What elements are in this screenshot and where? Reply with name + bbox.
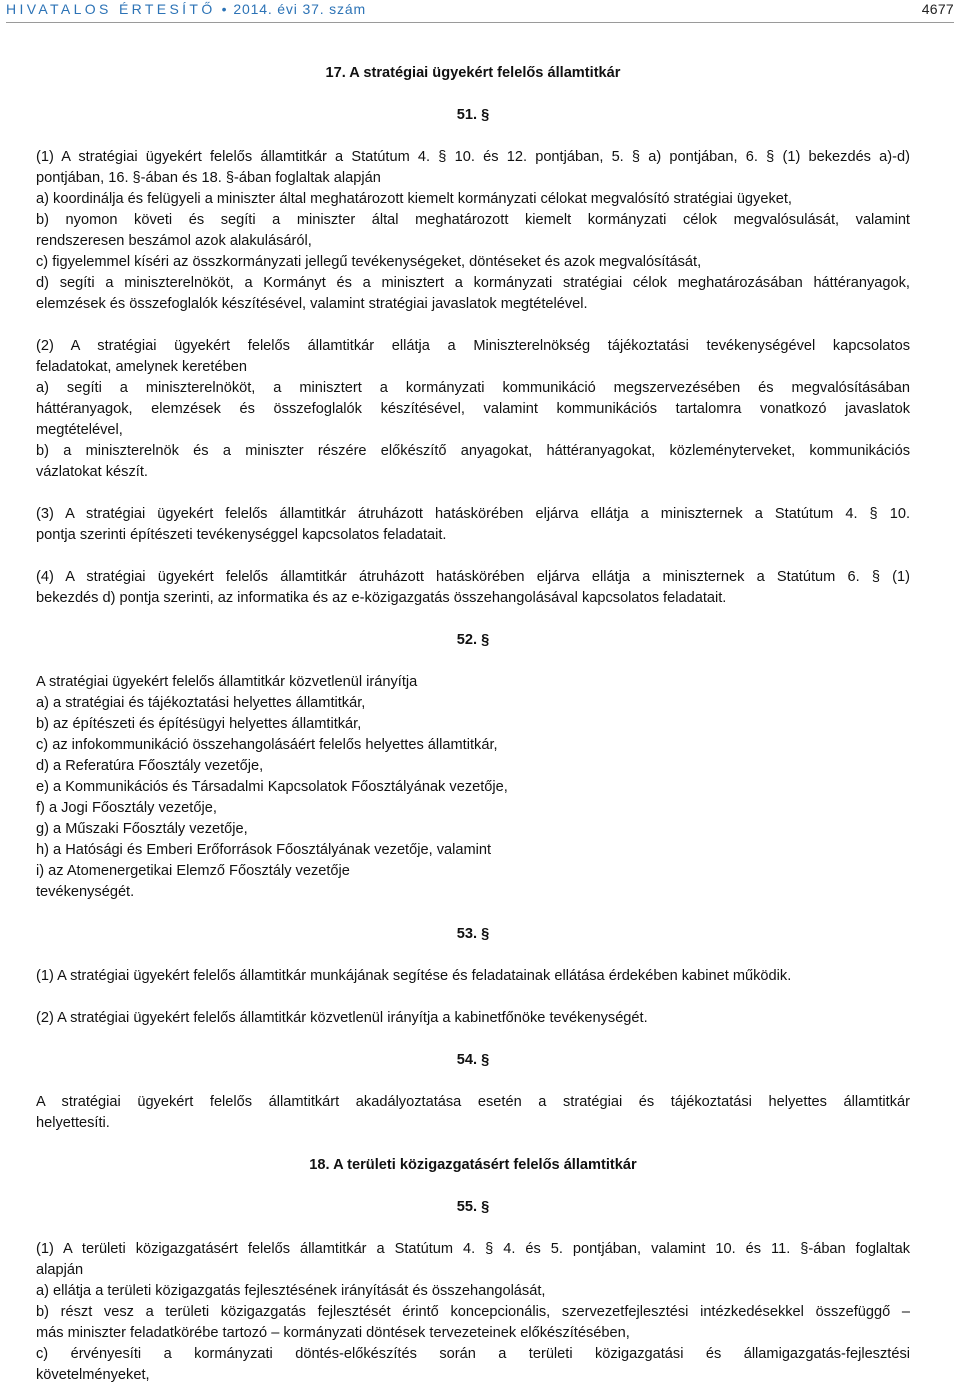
list-item: f) a Jogi Főosztály vezetője,	[36, 800, 217, 816]
issue-label: 2014. évi 37. szám	[233, 1, 366, 17]
list-item-continued: megtételével,	[36, 422, 123, 438]
list-item: b) részt vesz a területi közigazgatás fejlesztését érintő koncepcionális, szervezetfejlesztési intézkedésekkel összefüggő –	[36, 1304, 910, 1320]
list-item: a) ellátja a területi közigazgatás fejlesztésének irányítását és összehangolását,	[36, 1283, 546, 1299]
list-item: c) figyelemmel kíséri az összkormányzati jellegű tevékenységeket, döntéseket és azok megvalósítását,	[36, 254, 702, 270]
list-item: b) az építészeti és építésügyi helyettes államtitkár,	[36, 716, 362, 732]
list-item: g) a Műszaki Főosztály vezetője,	[36, 821, 248, 837]
section-heading-54: 54. §	[456, 1052, 490, 1068]
page-number: 4677	[921, 1, 954, 17]
list-item: a) koordinálja és felügyeli a miniszter által meghatározott kiemelt kormányzati célokat megvalósító stratégiai ügyeket,	[36, 191, 792, 207]
list-item: i) az Atomenergetikai Elemző Főosztály vezetője	[36, 863, 350, 879]
list-item-continued: követelményeket,	[36, 1367, 150, 1383]
paragraph-line: A stratégiai ügyekért felelős államtitkár közvetlenül irányítja	[36, 674, 418, 690]
list-item: c) az infokommunikáció összehangolásáért felelős helyettes államtitkár,	[36, 737, 498, 753]
list-item: b) nyomon követi és segíti a miniszter által meghatározott kiemelt kormányzati célok megvalósulását, valamint	[36, 212, 910, 228]
list-item: a) a stratégiai és tájékoztatási helyettes államtitkár,	[36, 695, 366, 711]
list-item-continued: háttéranyagok, elemzések és összefoglalók készítésével, valamint kommunikációs tartalomra vonatkozó javaslatok	[36, 401, 910, 417]
paragraph-line: (3) A stratégiai ügyekért felelős államtitkár átruházott hatáskörében eljárva ellátja a miniszternek a Statútum 4. § 10.	[36, 506, 910, 522]
paragraph-line: (2) A stratégiai ügyekért felelős államtitkár ellátja a Miniszterelnökség tájékoztatási tevékenységével kapcsolatos	[36, 338, 910, 354]
list-item: h) a Hatósági és Emberi Erőforrások Főosztályának vezetője, valamint	[36, 842, 492, 858]
list-item: b) a miniszterelnök és a miniszter részére előkészítő anyagokat, háttéranyagokat, közleményterveket, kommunikációs	[36, 443, 910, 459]
paragraph-line: A stratégiai ügyekért felelős államtitkárt akadályoztatása esetén a stratégiai és tájékoztatási helyettes államtitkár	[36, 1094, 910, 1110]
paragraph-line: (2) A stratégiai ügyekért felelős államtitkár közvetlenül irányítja a kabinetfőnöke tevékenységét.	[36, 1010, 648, 1026]
chapter-heading-17: 17. A stratégiai ügyekért felelős államtitkár	[325, 65, 621, 81]
paragraph-line: (4) A stratégiai ügyekért felelős államtitkár átruházott hatáskörében eljárva ellátja a miniszternek a Statútum 6. § (1)	[36, 569, 910, 585]
journal-info	[6, 0, 366, 18]
paragraph-line: tevékenységét.	[36, 884, 135, 900]
section-heading-55: 55. §	[456, 1199, 490, 1215]
list-item-continued: elemzések és összefoglalók készítésével, valamint stratégiai javaslatok megtételével.	[36, 296, 588, 312]
paragraph-line: (1) A területi közigazgatásért felelős államtitkár a Statútum 4. § 4. és 5. pontjában, valamint 10. és 11. §-ában foglaltak	[36, 1241, 910, 1257]
paragraph-line: (1) A stratégiai ügyekért felelős államtitkár a Statútum 4. § 10. és 12. pontjában, 5. § a) pontjában, 6. § (1) bekezdés a)-d)	[36, 149, 910, 165]
chapter-heading-18: 18. A területi közigazgatásért felelős államtitkár	[309, 1157, 637, 1173]
separator-dot: •	[221, 1, 228, 17]
paragraph-line: pontjában, 16. §-ában és 18. §-ában foglaltak alapján	[36, 170, 381, 186]
paragraph-line: pontja szerinti építészeti tevékenységgel kapcsolatos feladatait.	[36, 527, 447, 543]
running-header	[6, 0, 954, 23]
list-item: e) a Kommunikációs és Társadalmi Kapcsolatok Főosztályának vezetője,	[36, 779, 508, 795]
paragraph-line: helyettesíti.	[36, 1115, 110, 1131]
paragraph-line: feladatokat, amelynek keretében	[36, 359, 247, 375]
document-body	[36, 63, 910, 1386]
list-item-continued: más miniszter feladatkörébe tartozó – kormányzati döntések tervezeteinek előkészítésében,	[36, 1325, 630, 1341]
paragraph-line: alapján	[36, 1262, 84, 1278]
journal-title: HIVATALOS ÉRTESÍTŐ	[6, 1, 216, 17]
list-item: c) érvényesíti a kormányzati döntés-előkészítés során a területi közigazgatási és államigazgatás-fejlesztési	[36, 1346, 910, 1362]
list-item: d) segíti a miniszterelnököt, a Kormányt és a minisztert a kormányzati stratégiai célok meghatározásában háttéranyagok,	[36, 275, 910, 291]
section-heading-52: 52. §	[456, 632, 490, 648]
list-item-continued: vázlatokat készít.	[36, 464, 148, 480]
paragraph-line: (1) A stratégiai ügyekért felelős államtitkár munkájának segítése és feladatainak ellátása érdekében kabinet működik.	[36, 968, 792, 984]
list-item: d) a Referatúra Főosztály vezetője,	[36, 758, 264, 774]
list-item: a) segíti a miniszterelnököt, a minisztert a kormányzati kommunikáció megszervezésében és megvalósításában	[36, 380, 910, 396]
list-item-continued: rendszeresen beszámol azok alakulásáról,	[36, 233, 312, 249]
section-heading-53: 53. §	[456, 926, 490, 942]
section-heading-51: 51. §	[456, 107, 490, 123]
paragraph-line: bekezdés d) pontja szerinti, az informatika és az e-közigazgatás összehangolásával kapcsolatos feladatait.	[36, 590, 727, 606]
